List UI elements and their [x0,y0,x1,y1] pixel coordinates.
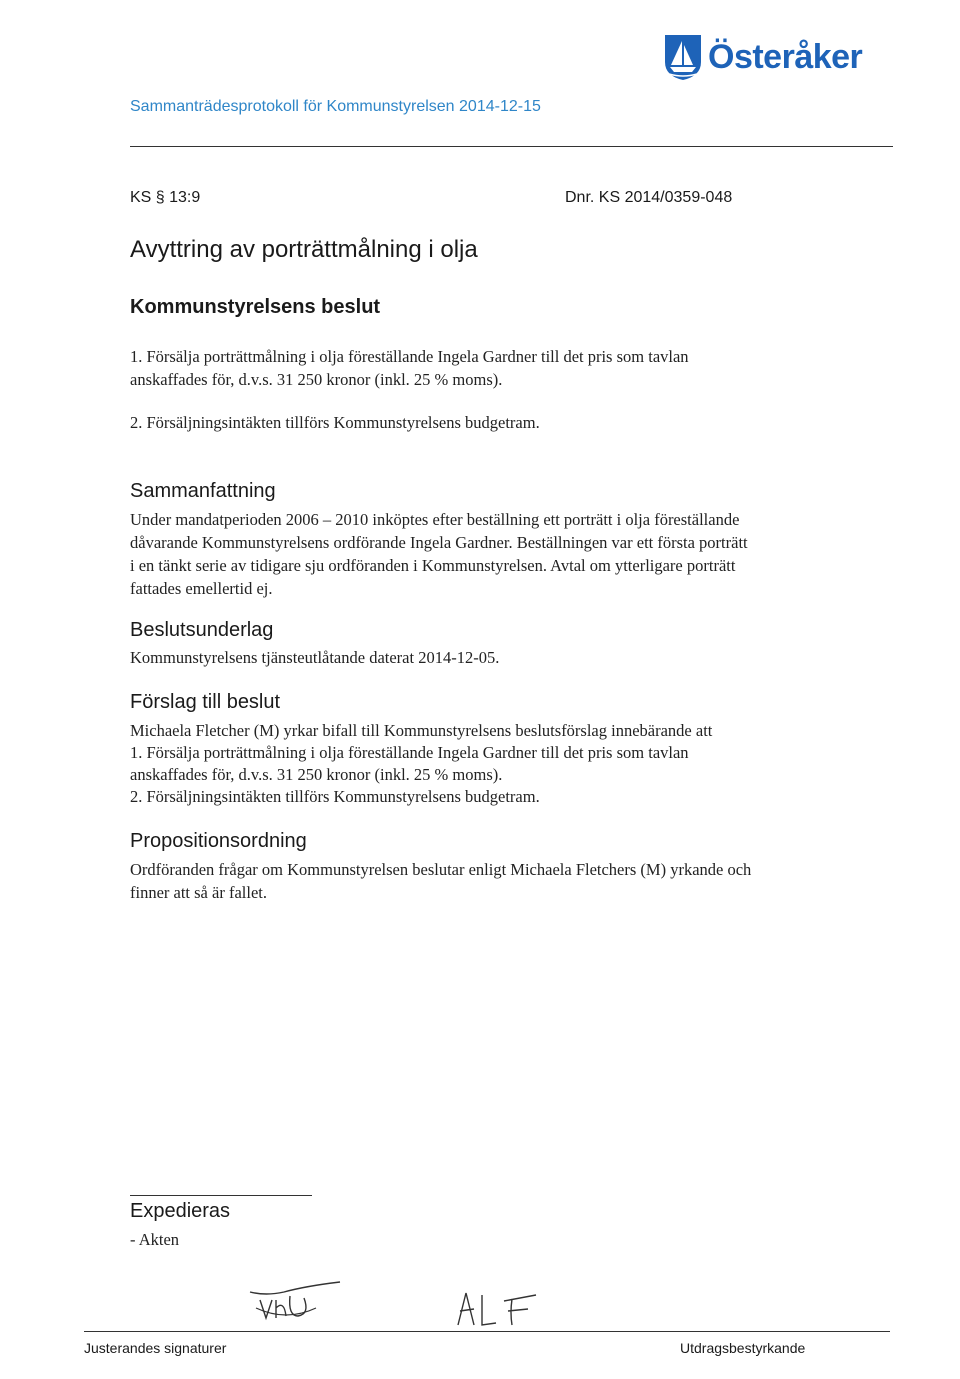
protocol-title: Sammanträdesprotokoll för Kommunstyrelsen 2014-12-15 [130,98,541,115]
propositions-line: finner att så är fallet. [130,883,267,902]
footer-certification-label: Utdragsbestyrkande [680,1340,806,1356]
document-title: Avyttring av porträttmålning i olja [130,236,478,263]
proposal-line: Michaela Fletcher (M) yrkar bifall till Kommunstyrelsens beslutsförslag innebärande att [130,721,713,740]
proposal-line: 1. Försälja porträttmålning i olja föreställande Ingela Gardner till det pris som tavlan [130,743,689,762]
signature-line [130,1195,312,1196]
summary-line: fattades emellertid ej. [130,579,273,598]
propositions-heading: Propositionsordning [130,830,307,852]
summary-heading: Sammanfattning [130,480,276,502]
summary-line: dåvarande Kommunstyrelsens ordförande Ingela Gardner. Beställningen var ett första porträtt [130,533,748,552]
logo-text: Österåker [708,37,863,76]
dispatch-heading: Expedieras [130,1200,231,1222]
case-reference: KS § 13:9 [130,189,201,206]
footer-divider [84,1331,890,1332]
sailboat-shield-icon [662,32,704,82]
footer-signatures-label: Justerandes signaturer [84,1340,227,1356]
proposal-line: anskaffades för, d.v.s. 31 250 kronor (inkl. 25 % moms). [130,765,503,784]
header-divider [130,146,893,147]
basis-text: Kommunstyrelsens tjänsteutlåtande daterat 2014-12-05. [130,648,500,667]
basis-heading: Beslutsunderlag [130,619,274,641]
dispatch-item: - Akten [130,1230,180,1249]
propositions-line: Ordföranden frågar om Kommunstyrelsen beslutar enligt Michaela Fletchers (M) yrkande och [130,860,752,879]
handwritten-initials-2 [448,1285,548,1329]
proposal-line: 2. Försäljningsintäkten tillförs Kommunstyrelsens budgetram. [130,787,540,806]
decision-item-1-line-1: 1. Försälja porträttmålning i olja föreställande Ingela Gardner till det pris som tavlan [130,347,689,366]
decision-heading: Kommunstyrelsens beslut [130,296,381,318]
decision-item-1-line-2: anskaffades för, d.v.s. 31 250 kronor (inkl. 25 % moms). [130,370,503,389]
diary-number: Dnr. KS 2014/0359-048 [565,189,733,206]
summary-line: Under mandatperioden 2006 – 2010 inköptes efter beställning ett porträtt i olja föreställande [130,510,740,529]
osteraker-logo [662,28,877,86]
handwritten-initials-1 [246,1278,346,1326]
summary-line: i en tänkt serie av tidigare sju ordföranden i Kommunstyrelsen. Avtal om ytterligare porträtt [130,556,736,575]
proposal-heading: Förslag till beslut [130,691,281,713]
decision-item-2: 2. Försäljningsintäkten tillförs Kommunstyrelsens budgetram. [130,413,540,432]
